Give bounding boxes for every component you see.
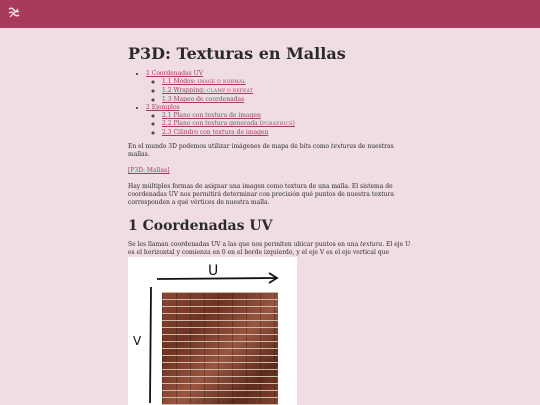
toc-link-mapeo[interactable]: 1.3 Mapeo de coordenadas [162, 96, 245, 103]
toc-link-cilindro[interactable]: 2.3 Cilindro con textura de imagen [162, 129, 269, 136]
toc-item [162, 129, 411, 137]
toc-link-coordenadas-uv[interactable]: 1 Coordenadas UV [146, 70, 204, 77]
mallas-link-paragraph [128, 167, 411, 175]
logo-icon[interactable] [7, 6, 21, 20]
uv-axes [128, 257, 297, 405]
toc-item [162, 120, 411, 129]
toc-link-plano-imagen[interactable]: 2.1 Plano con textura de imagen [162, 112, 261, 119]
uv-figure [128, 257, 297, 405]
toc-item [162, 87, 411, 96]
toc-link-ejemplos[interactable]: 2 Ejemplos [146, 104, 180, 111]
section-title-coordenadas-uv: 1 Coordenadas UV [128, 218, 273, 234]
toc-item [162, 96, 411, 104]
uv-paragraph: Se les llaman coordenadas UV a las que nos permiten ubicar puntos en una textura. El eje U es el horizontal y comienza en 0 en el borde izquierdo, y el eje V es el eje vertical que [128, 241, 411, 256]
v-axis-arrow [150, 287, 151, 403]
page-title: P3D: Texturas en Mallas [128, 44, 346, 63]
toc-link-wrapping[interactable]: 1.2 Wrapping: CLAMP O REPEAT [162, 87, 254, 94]
mallas-link[interactable]: [P3D: Mallas] [128, 167, 170, 174]
table-of-contents [128, 70, 411, 137]
toc-item [162, 78, 411, 87]
main-content [128, 44, 411, 265]
toc-link-modos[interactable]: 1.1 Modos: IMAGE O NORMAL [162, 78, 246, 85]
top-bar [0, 0, 540, 28]
texture-paragraph: Hay múltiples formas de asignar una imagen como textura de una malla. El sistema de coordenadas UV nos permitirá determinar con precisión qué puntos de nuestra textura corresponden a qué vértices de nuestra malla. [128, 183, 394, 206]
v-axis-label: V [133, 334, 142, 348]
intro-paragraph: En el mundo 3D podemos utilizar imágenes de mapa de bits como texturas de nuestras mallas. [128, 143, 394, 158]
toc-item [146, 70, 411, 104]
toc-item [146, 104, 411, 137]
toc-link-plano-generada[interactable]: 2.2 Plano con textura generada (PGRAPHICS) [162, 120, 295, 127]
toc-item [162, 112, 411, 120]
u-axis-label: U [208, 263, 219, 279]
